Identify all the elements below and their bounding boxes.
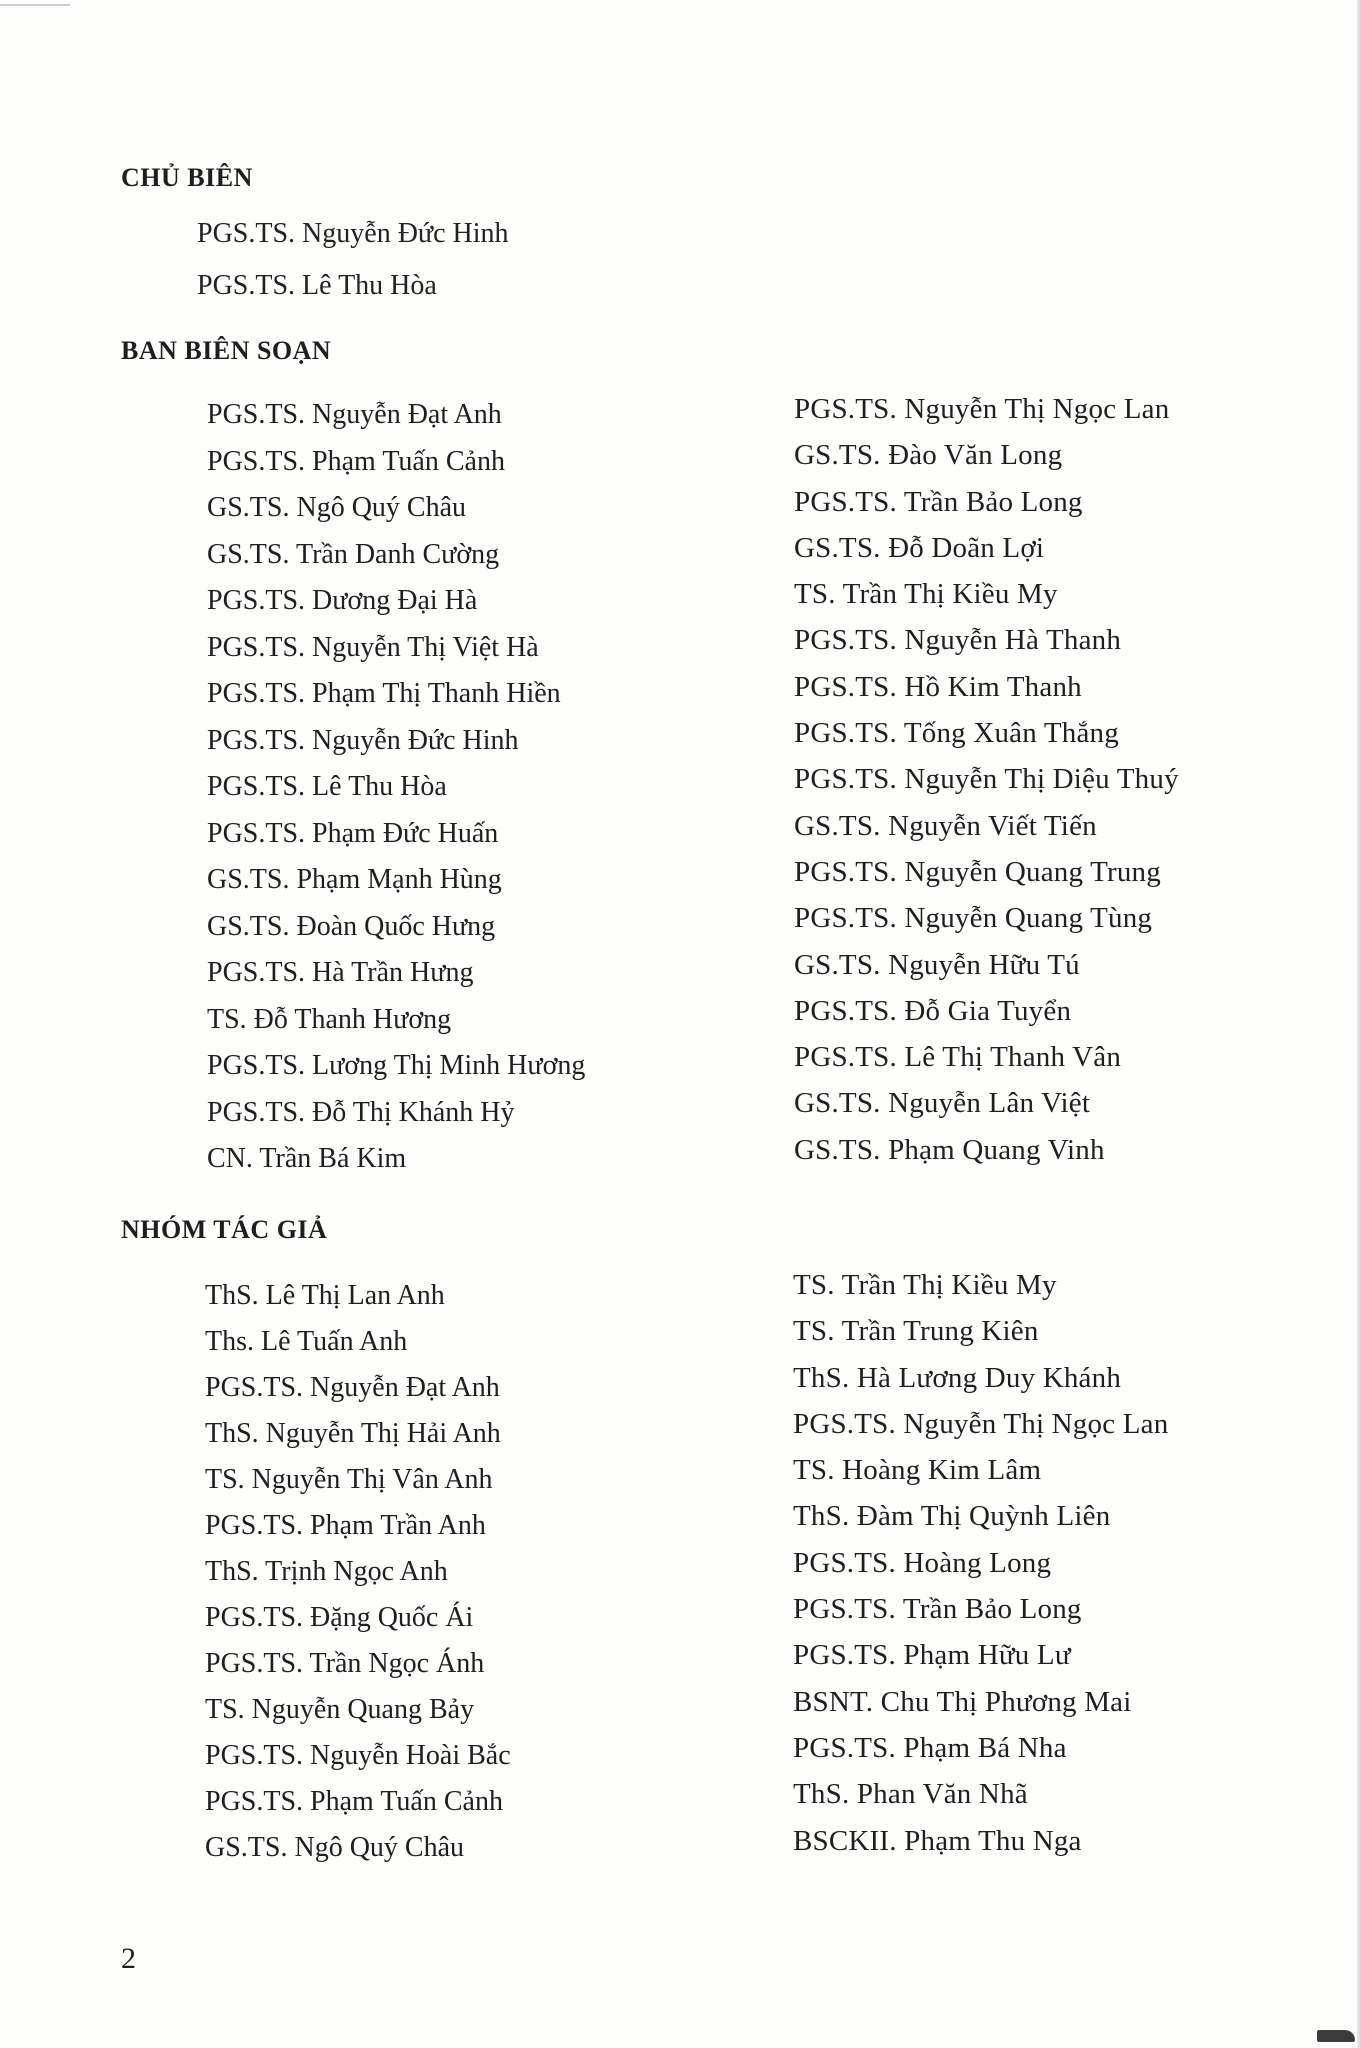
author-name: PGS.TS. Đặng Quốc Ái xyxy=(205,1602,474,1633)
editorial-board-name: GS.TS. Ngô Quý Châu xyxy=(207,492,467,523)
editorial-board-name: PGS.TS. Nguyễn Hà Thanh xyxy=(794,624,1122,657)
editorial-board-left-column xyxy=(207,392,585,1183)
editorial-board-name: TS. Trần Thị Kiều My xyxy=(794,578,1058,611)
author-name: PGS.TS. Phạm Bá Nha xyxy=(793,1731,1067,1764)
author-name: TS. Trần Trung Kiên xyxy=(793,1315,1039,1348)
chief-editor-name: PGS.TS. Lê Thu Hòa xyxy=(197,270,437,301)
editorial-board-name: PGS.TS. Phạm Tuấn Cảnh xyxy=(207,445,505,477)
author-name: PGS.TS. Trần Ngọc Ánh xyxy=(205,1648,485,1679)
editorial-board-name: PGS.TS. Nguyễn Thị Ngọc Lan xyxy=(794,393,1170,425)
editorial-board-name: PGS.TS. Lê Thu Hòa xyxy=(207,771,447,802)
author-name: PGS.TS. Hoàng Long xyxy=(793,1546,1052,1579)
editorial-board-name: GS.TS. Đỗ Doãn Lợi xyxy=(794,531,1045,564)
author-name: ThS. Phan Văn Nhã xyxy=(793,1778,1028,1811)
author-name: PGS.TS. Nguyễn Hoài Bắc xyxy=(205,1740,511,1771)
author-name: ThS. Đàm Thị Quỳnh Liên xyxy=(793,1500,1111,1533)
editorial-board-name: GS.TS. Nguyễn Lân Việt xyxy=(794,1087,1091,1120)
author-name: PGS.TS. Phạm Trần Anh xyxy=(205,1510,486,1541)
section-title-nhom-tac-gia: NHÓM TÁC GIẢ xyxy=(121,1215,328,1244)
editorial-board-name: GS.TS. Trần Danh Cường xyxy=(207,538,500,570)
editorial-board-name: GS.TS. Đoàn Quốc Hưng xyxy=(207,910,496,942)
editorial-board-name: PGS.TS. Tống Xuân Thắng xyxy=(794,717,1119,750)
section-title-chu-bien: CHỦ BIÊN xyxy=(121,163,253,192)
editorial-board-name: PGS.TS. Nguyễn Thị Việt Hà xyxy=(207,631,539,663)
editorial-board-name: PGS.TS. Lương Thị Minh Hương xyxy=(207,1050,586,1081)
author-name: BSCKII. Phạm Thu Nga xyxy=(793,1824,1082,1857)
author-name: TS. Hoàng Kim Lâm xyxy=(793,1454,1042,1487)
editorial-board-name: PGS.TS. Lê Thị Thanh Vân xyxy=(794,1041,1122,1074)
author-name: ThS. Hà Lương Duy Khánh xyxy=(793,1361,1122,1394)
author-name: TS. Nguyễn Quang Bảy xyxy=(205,1694,475,1725)
editorial-board-name: CN. Trần Bá Kim xyxy=(207,1143,407,1174)
editorial-board-name: GS.TS. Nguyễn Viết Tiến xyxy=(794,809,1097,842)
chief-editor-name: PGS.TS. Nguyễn Đức Hinh xyxy=(197,218,509,249)
author-name: PGS.TS. Phạm Hữu Lư xyxy=(793,1639,1071,1672)
editorial-board-name: PGS.TS. Dương Đại Hà xyxy=(207,585,478,616)
editorial-board-name: PGS.TS. Nguyễn Quang Trung xyxy=(794,855,1161,888)
editorial-board-name: PGS.TS. Phạm Đức Huấn xyxy=(207,817,499,849)
author-name: GS.TS. Ngô Quý Châu xyxy=(205,1832,465,1863)
author-name: TS. Trần Thị Kiều My xyxy=(793,1269,1057,1301)
author-name: PGS.TS. Nguyễn Thị Ngọc Lan xyxy=(793,1407,1169,1440)
scan-edge-shadow xyxy=(1357,0,1361,2048)
author-name: ThS. Lê Thị Lan Anh xyxy=(205,1280,445,1311)
editorial-board-name: PGS.TS. Đỗ Thị Khánh Hỷ xyxy=(207,1096,515,1128)
editorial-board-name: PGS.TS. Hồ Kim Thanh xyxy=(794,670,1082,703)
editorial-board-name: PGS.TS. Nguyễn Quang Tùng xyxy=(794,902,1153,935)
editorial-board-name: PGS.TS. Trần Bảo Long xyxy=(794,485,1083,518)
editorial-board-right-column xyxy=(794,386,1179,1173)
editorial-board-name: PGS.TS. Hà Trần Hưng xyxy=(207,957,474,988)
chief-editor-list xyxy=(197,208,509,312)
author-name: TS. Nguyễn Thị Vân Anh xyxy=(205,1464,493,1495)
author-name: ThS. Trịnh Ngọc Anh xyxy=(205,1556,448,1587)
editorial-board-name: GS.TS. Phạm Quang Vinh xyxy=(794,1133,1105,1166)
editorial-board-name: PGS.TS. Nguyễn Đạt Anh xyxy=(207,399,502,430)
editorial-board-name: PGS.TS. Phạm Thị Thanh Hiền xyxy=(207,678,561,709)
editorial-board-name: PGS.TS. Nguyễn Thị Diệu Thuý xyxy=(794,763,1179,796)
author-name: Ths. Lê Tuấn Anh xyxy=(205,1326,408,1357)
author-name: ThS. Nguyễn Thị Hải Anh xyxy=(205,1418,501,1449)
author-name: PGS.TS. Phạm Tuấn Cảnh xyxy=(205,1786,503,1817)
editorial-board-name: GS.TS. Đào Văn Long xyxy=(794,439,1063,472)
editorial-board-name: GS.TS. Nguyễn Hữu Tú xyxy=(794,948,1080,981)
author-name: PGS.TS. Trần Bảo Long xyxy=(793,1593,1082,1626)
section-title-ban-bien-soan: BAN BIÊN SOẠN xyxy=(121,336,332,365)
author-name: BSNT. Chu Thị Phương Mai xyxy=(793,1685,1132,1718)
editorial-board-name: PGS.TS. Nguyễn Đức Hinh xyxy=(207,724,519,756)
author-group-right-column xyxy=(793,1262,1168,1864)
scan-edge-mark xyxy=(0,4,70,6)
scan-corner-mark xyxy=(1317,2030,1355,2042)
author-name: PGS.TS. Nguyễn Đạt Anh xyxy=(205,1372,500,1403)
page-number: 2 xyxy=(121,1942,136,1975)
editorial-board-name: GS.TS. Phạm Mạnh Hùng xyxy=(207,864,502,895)
editorial-board-name: PGS.TS. Đỗ Gia Tuyển xyxy=(794,994,1072,1027)
author-group-left-column xyxy=(205,1273,511,1871)
editorial-board-name: TS. Đỗ Thanh Hương xyxy=(207,1003,452,1035)
